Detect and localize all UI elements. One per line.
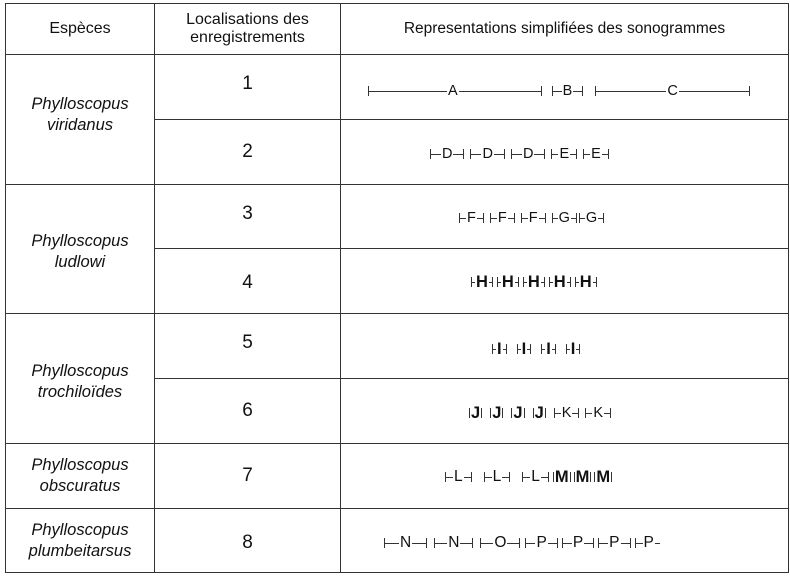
segment-label: F bbox=[497, 210, 507, 226]
sonogram-segment bbox=[511, 406, 524, 420]
segment-label: K bbox=[561, 405, 572, 421]
segment-label: J bbox=[492, 404, 502, 422]
segment-label: E bbox=[559, 146, 570, 162]
sonogram-segment bbox=[594, 470, 612, 484]
sonogram-segment bbox=[533, 406, 546, 420]
segment-label: F bbox=[467, 210, 476, 226]
location-number-value: 3 bbox=[242, 202, 253, 224]
location-number bbox=[155, 249, 340, 313]
segment-label: D bbox=[522, 146, 534, 162]
segment-label: M bbox=[575, 468, 590, 486]
sonogram-segment bbox=[490, 406, 503, 420]
sonogram-segment bbox=[430, 147, 464, 161]
sonogram-segment bbox=[583, 147, 609, 161]
sonogram-row-6 bbox=[469, 403, 611, 423]
sonogram-segment bbox=[635, 536, 660, 550]
sonogram-segment bbox=[368, 84, 542, 98]
segment-label: J bbox=[513, 404, 523, 422]
species-cell bbox=[6, 444, 154, 508]
species-name-line1: Phylloscopus bbox=[31, 232, 129, 250]
segment-label: L bbox=[454, 468, 463, 485]
location-number bbox=[155, 314, 340, 378]
segment-label: P bbox=[643, 534, 654, 551]
header-species bbox=[6, 4, 154, 54]
segment-label: H bbox=[579, 273, 592, 291]
sonogram-row-5 bbox=[492, 339, 580, 359]
header-sonograms-label: Representations simplifiées des sonogrammes bbox=[403, 20, 726, 37]
species-name-line1: Phylloscopus bbox=[31, 456, 129, 474]
segment-label: O bbox=[494, 534, 507, 551]
segment-label: E bbox=[591, 146, 601, 162]
species-name-line1: Phylloscopus bbox=[31, 361, 129, 380]
species-name-line1: Phylloscopus bbox=[31, 94, 129, 113]
location-number-value: 1 bbox=[242, 73, 253, 94]
segment-label: I bbox=[546, 340, 551, 358]
segment-label: F bbox=[528, 210, 538, 226]
sonogram-segment bbox=[554, 406, 580, 420]
sonogram-segment bbox=[492, 342, 507, 356]
segment-label: K bbox=[593, 405, 604, 421]
segment-label: A bbox=[448, 83, 458, 99]
location-number-value: 8 bbox=[242, 531, 253, 553]
sonogram-row-3 bbox=[459, 208, 604, 228]
header-locations bbox=[155, 4, 340, 54]
sonogram-segment bbox=[598, 536, 630, 550]
species-cell bbox=[6, 509, 154, 572]
species-cell bbox=[6, 314, 154, 443]
segment-label: G bbox=[558, 210, 570, 226]
segment-label: H bbox=[527, 273, 540, 291]
segment-label: H bbox=[553, 273, 566, 291]
header-sonograms bbox=[341, 4, 788, 54]
segment-label: P bbox=[536, 534, 547, 551]
segment-label: L bbox=[531, 468, 540, 485]
species-cell bbox=[6, 55, 154, 184]
sonogram-segment bbox=[552, 84, 584, 98]
location-number bbox=[155, 120, 340, 184]
sonogram-segment bbox=[480, 536, 520, 550]
location-number-value: 7 bbox=[242, 465, 253, 486]
sonogram-segment bbox=[469, 406, 482, 420]
sonogram-row-8 bbox=[384, 533, 660, 553]
location-number bbox=[155, 509, 340, 572]
sonogram-segment bbox=[434, 536, 473, 550]
location-number-value: 2 bbox=[242, 141, 253, 162]
sonogram-segment bbox=[575, 275, 597, 289]
segment-label: N bbox=[400, 534, 412, 551]
sonogram-segment bbox=[552, 211, 577, 225]
sonogram-segment bbox=[484, 470, 511, 484]
sonogram-segment bbox=[522, 470, 549, 484]
segment-label: I bbox=[497, 340, 502, 358]
species-name-line2: obscuratus bbox=[39, 477, 121, 495]
sonogram-segment bbox=[521, 211, 546, 225]
sonogram-segment bbox=[579, 211, 604, 225]
segment-label: J bbox=[471, 404, 481, 422]
table-border-col2 bbox=[340, 3, 341, 573]
sonogram-segment bbox=[471, 275, 493, 289]
sonogram-segment bbox=[525, 536, 557, 550]
segment-label: I bbox=[521, 340, 527, 358]
segment-label: D bbox=[482, 146, 493, 162]
location-number-value: 4 bbox=[242, 272, 253, 293]
sonogram-segment bbox=[523, 275, 545, 289]
segment-label: H bbox=[501, 273, 514, 291]
location-number bbox=[155, 185, 340, 248]
segment-label: G bbox=[585, 210, 598, 226]
segment-label: M bbox=[554, 468, 569, 486]
location-number bbox=[155, 55, 340, 119]
segment-label: M bbox=[596, 468, 611, 486]
segment-label: D bbox=[442, 146, 453, 162]
sonogram-segment bbox=[541, 342, 556, 356]
species-name-line2: viridanus bbox=[46, 115, 114, 134]
sonogram-row-7 bbox=[445, 467, 612, 487]
sonogram-segment bbox=[384, 536, 427, 550]
sonogram-segment bbox=[553, 470, 571, 484]
segment-label: B bbox=[562, 83, 573, 99]
sonogram-segment bbox=[574, 470, 592, 484]
location-number-value: 5 bbox=[242, 332, 253, 353]
segment-label: P bbox=[572, 534, 584, 551]
species-cell bbox=[6, 185, 154, 313]
table-border-bottom bbox=[5, 572, 789, 573]
sonogram-segment bbox=[490, 211, 515, 225]
sonogram-segment bbox=[585, 406, 611, 420]
species-name-line2: ludlowi bbox=[54, 253, 106, 271]
sonogram-segment bbox=[497, 275, 519, 289]
species-name-line1: Phylloscopus bbox=[31, 520, 129, 539]
location-number-value: 6 bbox=[242, 400, 253, 421]
segment-label: J bbox=[534, 404, 544, 422]
segment-label: I bbox=[570, 340, 576, 358]
sonogram-row-1 bbox=[368, 81, 750, 101]
sonogram-segment bbox=[445, 470, 472, 484]
species-name-line2: trochiloïdes bbox=[37, 382, 123, 401]
sonogram-row-4 bbox=[471, 272, 597, 292]
sonogram-segment bbox=[566, 342, 581, 356]
sonogram-segment bbox=[517, 342, 532, 356]
sonogram-segment bbox=[459, 211, 484, 225]
segment-label: C bbox=[667, 83, 678, 99]
sonogram-segment bbox=[551, 147, 577, 161]
species-name-line2: plumbeitarsus bbox=[28, 541, 132, 560]
header-locations-label: Localisations des enregistrements bbox=[186, 11, 309, 46]
segment-label: N bbox=[448, 534, 460, 551]
segment-label: L bbox=[492, 468, 502, 485]
location-number bbox=[155, 379, 340, 443]
location-number bbox=[155, 444, 340, 508]
sonogram-segment bbox=[511, 147, 545, 161]
sonogram-segment bbox=[562, 536, 594, 550]
sonogram-segment bbox=[595, 84, 749, 98]
sonogram-row-2 bbox=[430, 144, 609, 164]
sonogram-segment bbox=[470, 147, 504, 161]
header-species-label: Espèces bbox=[49, 20, 111, 37]
table-border-right bbox=[788, 3, 789, 573]
segment-label: H bbox=[476, 273, 488, 291]
segment-label: P bbox=[609, 534, 620, 551]
sonogram-segment bbox=[549, 275, 571, 289]
